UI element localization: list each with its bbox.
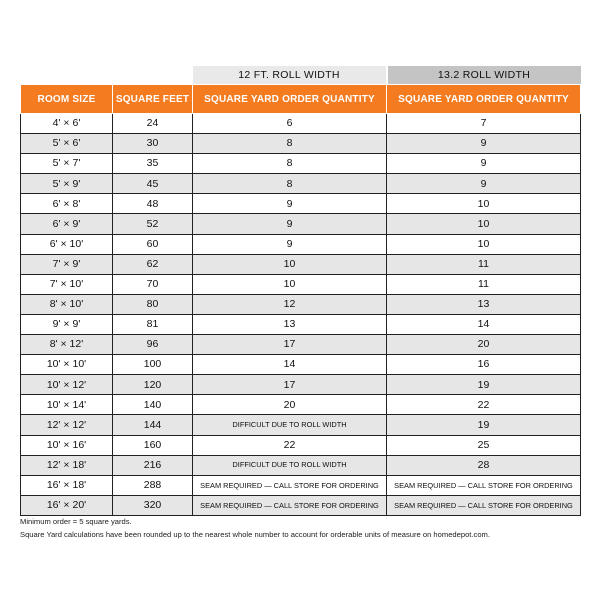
cell-qty-13ft: SEAM REQUIRED — CALL STORE FOR ORDERING <box>387 495 581 515</box>
cell-qty-13ft: 14 <box>387 314 581 334</box>
cell-square-feet: 288 <box>113 475 193 495</box>
cell-square-feet: 30 <box>113 134 193 154</box>
cell-qty-12ft: 6 <box>193 114 387 134</box>
cell-qty-12ft: 8 <box>193 134 387 154</box>
table-row <box>21 114 581 134</box>
cell-room-size: 6' × 9' <box>21 214 113 234</box>
cell-room-size: 7' × 9' <box>21 254 113 274</box>
minimum-order-note: Minimum order = 5 square yards. <box>20 517 132 526</box>
cell-qty-13ft: 22 <box>387 395 581 415</box>
group-header-12ft: 12 FT. ROLL WIDTH <box>193 66 387 85</box>
table-row <box>21 495 581 515</box>
table-row <box>21 415 581 435</box>
table-row <box>21 455 581 475</box>
roll-width-header-row <box>21 66 581 85</box>
cell-qty-12ft: DIFFICULT DUE TO ROLL WIDTH <box>193 455 387 475</box>
cell-square-feet: 216 <box>113 455 193 475</box>
group-header-blank <box>113 66 193 85</box>
cell-room-size: 6' × 8' <box>21 194 113 214</box>
cell-square-feet: 45 <box>113 174 193 194</box>
cell-square-feet: 48 <box>113 194 193 214</box>
column-header-row <box>21 85 581 114</box>
table-row <box>21 375 581 395</box>
table-row <box>21 134 581 154</box>
cell-qty-12ft: 13 <box>193 314 387 334</box>
table-row <box>21 395 581 415</box>
cell-qty-12ft: 12 <box>193 294 387 314</box>
cell-qty-13ft: 16 <box>387 355 581 375</box>
table-body <box>21 114 581 516</box>
header-qty-12ft: SQUARE YARD ORDER QUANTITY <box>193 85 387 114</box>
cell-square-feet: 100 <box>113 355 193 375</box>
cell-square-feet: 160 <box>113 435 193 455</box>
table-row <box>21 294 581 314</box>
cell-room-size: 8' × 10' <box>21 294 113 314</box>
cell-room-size: 5' × 9' <box>21 174 113 194</box>
cell-qty-12ft: 14 <box>193 355 387 375</box>
cell-qty-12ft: 9 <box>193 214 387 234</box>
cell-square-feet: 60 <box>113 234 193 254</box>
table-row <box>21 435 581 455</box>
cell-square-feet: 52 <box>113 214 193 234</box>
cell-room-size: 16' × 20' <box>21 495 113 515</box>
cell-square-feet: 120 <box>113 375 193 395</box>
table-row <box>21 174 581 194</box>
table-row <box>21 274 581 294</box>
header-square-feet: SQUARE FEET <box>113 85 193 114</box>
table-row <box>21 194 581 214</box>
cell-room-size: 6' × 10' <box>21 234 113 254</box>
cell-qty-12ft: SEAM REQUIRED — CALL STORE FOR ORDERING <box>193 475 387 495</box>
cell-qty-13ft: 25 <box>387 435 581 455</box>
group-header-13ft: 13.2 ROLL WIDTH <box>387 66 581 85</box>
footnotes <box>20 515 580 541</box>
cell-qty-13ft: 11 <box>387 254 581 274</box>
cell-room-size: 8' × 12' <box>21 335 113 355</box>
cell-room-size: 12' × 12' <box>21 415 113 435</box>
cell-qty-13ft: 7 <box>387 114 581 134</box>
cell-qty-12ft: SEAM REQUIRED — CALL STORE FOR ORDERING <box>193 495 387 515</box>
cell-square-feet: 96 <box>113 335 193 355</box>
cell-room-size: 10' × 12' <box>21 375 113 395</box>
cell-qty-12ft: 17 <box>193 335 387 355</box>
cell-qty-13ft: SEAM REQUIRED — CALL STORE FOR ORDERING <box>387 475 581 495</box>
cell-qty-13ft: 19 <box>387 375 581 395</box>
square-yard-table <box>20 66 581 516</box>
cell-qty-12ft: 10 <box>193 254 387 274</box>
cell-qty-13ft: 10 <box>387 194 581 214</box>
cell-room-size: 10' × 16' <box>21 435 113 455</box>
cell-square-feet: 24 <box>113 114 193 134</box>
cell-qty-13ft: 9 <box>387 174 581 194</box>
cell-qty-12ft: 20 <box>193 395 387 415</box>
header-qty-13ft: SQUARE YARD ORDER QUANTITY <box>387 85 581 114</box>
carpet-order-chart <box>20 66 580 516</box>
cell-qty-12ft: 10 <box>193 274 387 294</box>
cell-qty-13ft: 28 <box>387 455 581 475</box>
cell-square-feet: 35 <box>113 154 193 174</box>
cell-qty-12ft: 8 <box>193 154 387 174</box>
cell-qty-12ft: 9 <box>193 194 387 214</box>
cell-qty-13ft: 10 <box>387 234 581 254</box>
cell-qty-13ft: 9 <box>387 154 581 174</box>
cell-room-size: 10' × 10' <box>21 355 113 375</box>
cell-square-feet: 70 <box>113 274 193 294</box>
table-row <box>21 475 581 495</box>
cell-qty-12ft: 17 <box>193 375 387 395</box>
table-row <box>21 234 581 254</box>
cell-qty-13ft: 20 <box>387 335 581 355</box>
table-row <box>21 314 581 334</box>
cell-qty-12ft: DIFFICULT DUE TO ROLL WIDTH <box>193 415 387 435</box>
cell-room-size: 10' × 14' <box>21 395 113 415</box>
cell-qty-13ft: 19 <box>387 415 581 435</box>
cell-square-feet: 80 <box>113 294 193 314</box>
table-row <box>21 154 581 174</box>
cell-room-size: 5' × 6' <box>21 134 113 154</box>
cell-qty-12ft: 8 <box>193 174 387 194</box>
cell-room-size: 4' × 6' <box>21 114 113 134</box>
cell-square-feet: 140 <box>113 395 193 415</box>
header-room-size: ROOM SIZE <box>21 85 113 114</box>
cell-room-size: 5' × 7' <box>21 154 113 174</box>
rounding-note: Square Yard calculations have been rounded up to the nearest whole number to account for orderable units of measure on homedepot.com. <box>20 530 490 539</box>
cell-room-size: 12' × 18' <box>21 455 113 475</box>
cell-square-feet: 81 <box>113 314 193 334</box>
cell-square-feet: 144 <box>113 415 193 435</box>
cell-qty-13ft: 9 <box>387 134 581 154</box>
cell-square-feet: 320 <box>113 495 193 515</box>
group-header-blank <box>21 66 113 85</box>
cell-qty-12ft: 22 <box>193 435 387 455</box>
table-row <box>21 254 581 274</box>
cell-qty-13ft: 11 <box>387 274 581 294</box>
cell-room-size: 7' × 10' <box>21 274 113 294</box>
cell-qty-13ft: 13 <box>387 294 581 314</box>
table-row <box>21 335 581 355</box>
cell-qty-12ft: 9 <box>193 234 387 254</box>
cell-room-size: 9' × 9' <box>21 314 113 334</box>
table-row <box>21 214 581 234</box>
table-row <box>21 355 581 375</box>
cell-qty-13ft: 10 <box>387 214 581 234</box>
cell-room-size: 16' × 18' <box>21 475 113 495</box>
cell-square-feet: 62 <box>113 254 193 274</box>
